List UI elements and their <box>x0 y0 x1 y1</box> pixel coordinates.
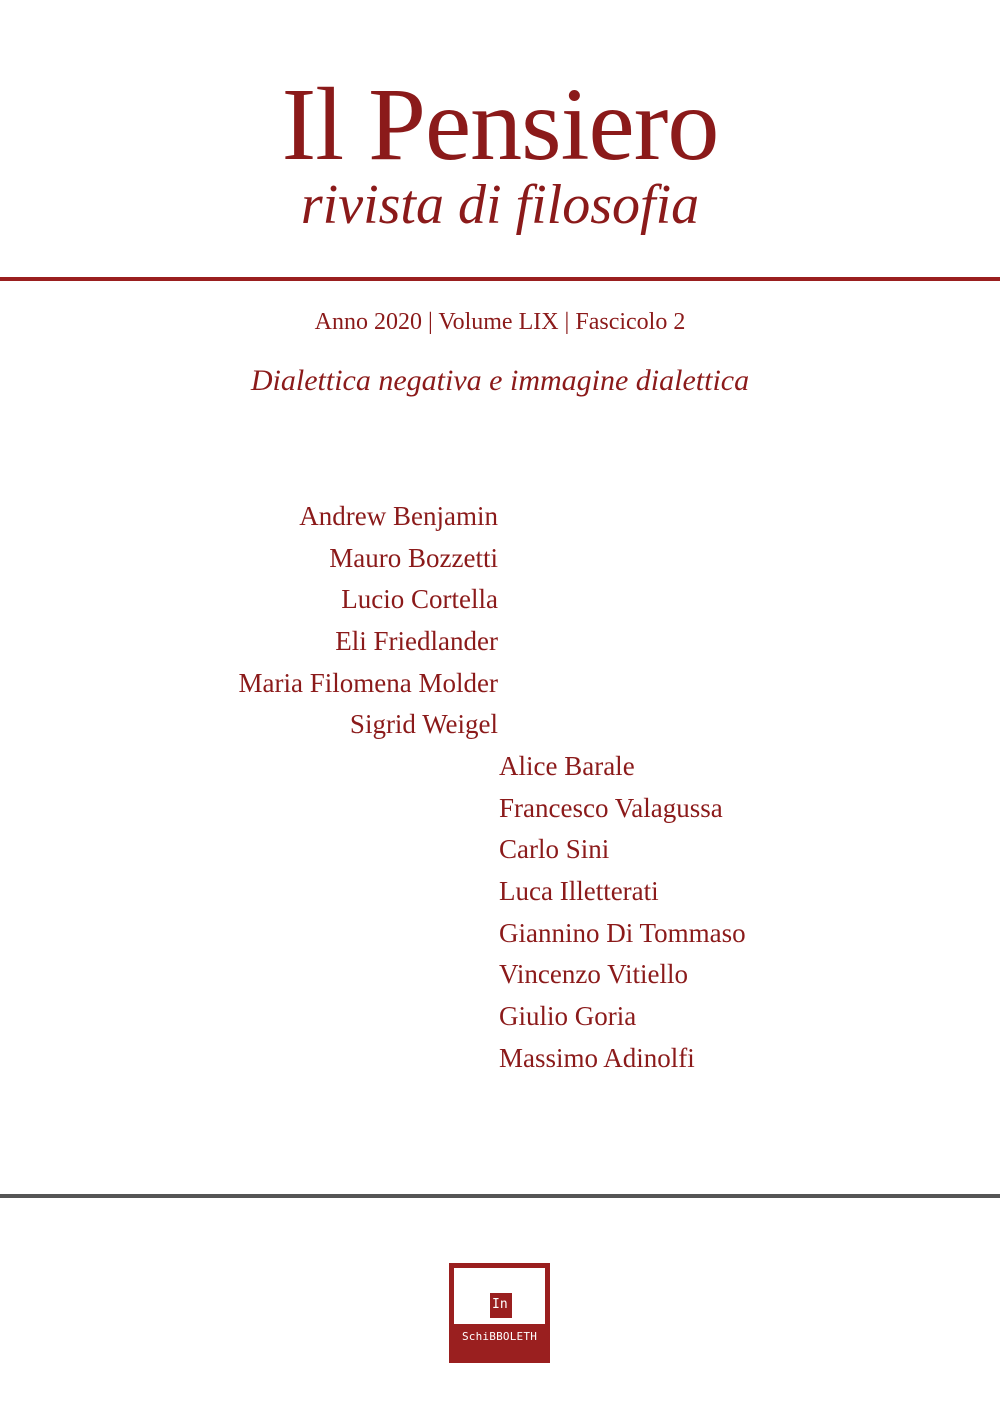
logo-mark: In <box>492 1297 508 1312</box>
issue-theme: Dialettica negativa e immagine dialettica <box>250 364 750 397</box>
author-list-left <box>239 496 498 746</box>
author-name: Giulio Goria <box>499 1001 637 1032</box>
author-name: Alice Barale <box>499 751 635 781</box>
header-divider <box>0 277 1000 281</box>
journal-subtitle: rivista di filosofia <box>300 174 700 236</box>
author-name: Francesco Valagussa <box>499 792 723 823</box>
author-name: Eli Friedlander <box>335 626 498 657</box>
author-list-right <box>499 746 746 1080</box>
author-name: Maria Filomena Molder <box>238 667 498 698</box>
logo-panel <box>454 1268 545 1324</box>
author-name: Massimo Adinolfi <box>499 1042 695 1073</box>
author-name: Lucio Cortella <box>341 584 498 615</box>
author-name: Mauro Bozzetti <box>329 542 498 573</box>
author-name: Luca Illetterati <box>499 876 659 907</box>
issue-info: Anno 2020 | Volume LIX | Fascicolo 2 <box>314 309 686 335</box>
author-name: Andrew Benjamin <box>299 501 498 531</box>
author-name: Sigrid Weigel <box>349 709 498 740</box>
journal-title: Il Pensiero <box>281 67 719 182</box>
publisher-logo <box>449 1263 550 1363</box>
author-name: Giannino Di Tommaso <box>499 917 746 948</box>
footer-divider <box>0 1194 1000 1198</box>
author-name: Carlo Sini <box>499 834 610 865</box>
author-name: Vincenzo Vitiello <box>499 959 688 990</box>
publisher-name: SchiBBOLETH <box>461 1330 538 1343</box>
